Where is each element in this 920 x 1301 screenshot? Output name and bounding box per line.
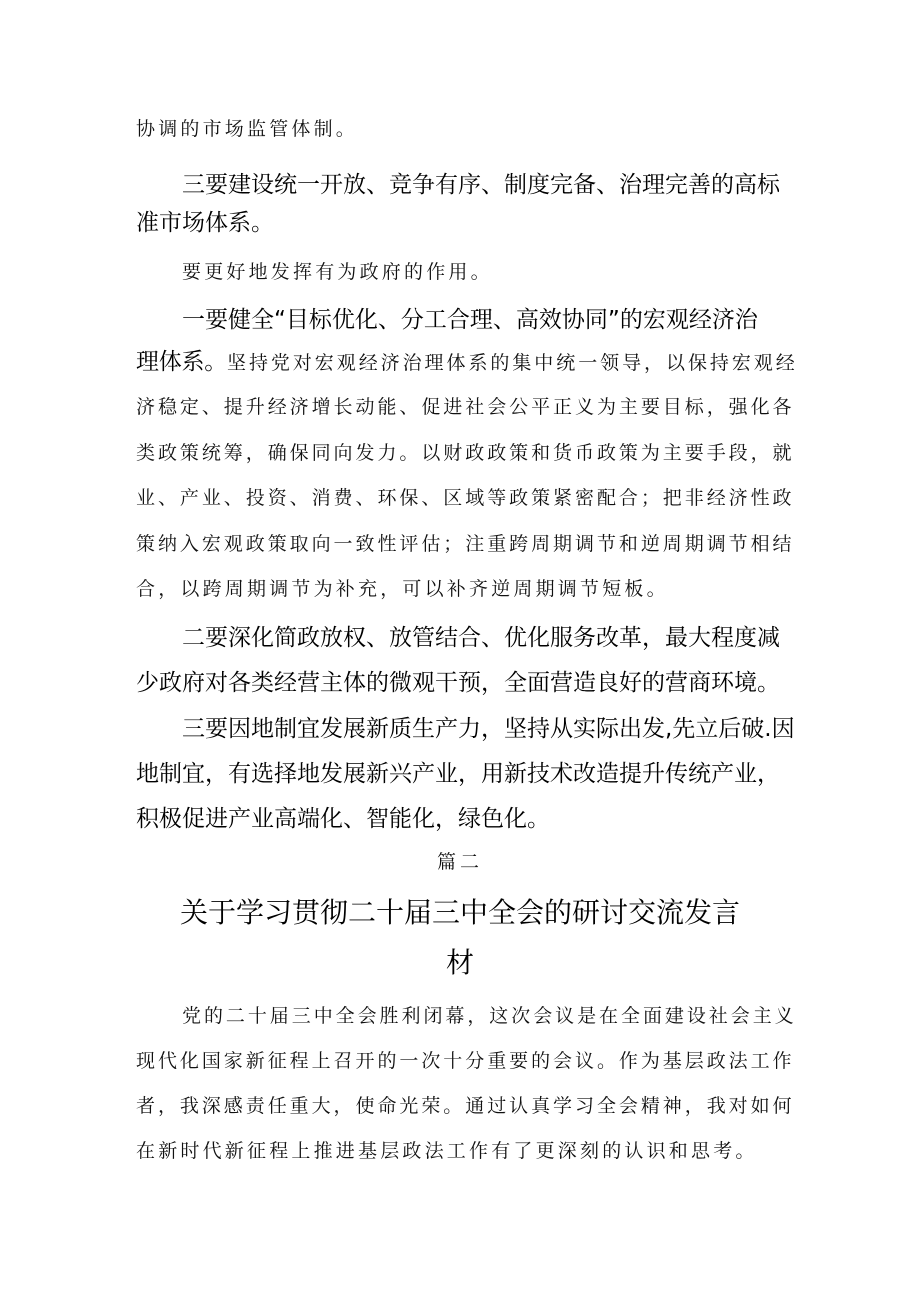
paragraph-line: 一要健全“目标优化、分工合理、高效协同”的宏观经济治 (182, 307, 758, 333)
paragraph-line (136, 350, 798, 375)
paragraph-line: 策纳入宏观政策取向一致性评估；注重跨周期调节和逆周期调节相结 (136, 533, 795, 555)
paragraph-line: 二要深化简政放权、放管结合、优化服务改革，最大程度减 (182, 625, 780, 651)
paragraph-line: 类政策统筹，确保同向发力。以财政政策和货币政策为主要手段，就 (136, 442, 795, 464)
paragraph-line: 党的二十届三中全会胜利闭幕，这次会议是在全面建设社会主义 (182, 1005, 797, 1027)
paragraph-line: 协调的市场监管体制。 (136, 118, 359, 140)
section-label: 篇二 (436, 851, 483, 873)
paragraph-line: 在新时代新征程上推进基层政法工作有了更深刻的认识和思考。 (136, 1140, 758, 1162)
paragraph-line: 三要建设统一开放、竞争有序、制度完备、治理完善的高标 (182, 172, 780, 198)
paragraph-line: 者，我深感责任重大，使命光荣。通过认真学习全会精神，我对如何 (136, 1095, 795, 1117)
paragraph-line: 业、产业、投资、消费、环保、区域等政策紧密配合；把非经济性政 (136, 487, 795, 509)
paragraph-line: 合，以跨周期调节为补充，可以补齐逆周期调节短板。 (136, 578, 669, 600)
paragraph-line: 现代化国家新征程上召开的一次十分重要的会议。作为基层政法工作 (136, 1050, 795, 1072)
paragraph-line: 准市场体系。 (136, 210, 274, 236)
bold-lead: 理体系。 (136, 349, 227, 375)
paragraph-line: 济稳定、提升经济增长动能、促进社会公平正义为主要目标，强化各 (136, 396, 795, 418)
paragraph-line: 地制宜，有选择地发展新兴产业，用新技术改造提升传统产业， (136, 761, 780, 787)
paragraph-line: 要更好地发挥有为政府的作用。 (182, 261, 493, 283)
paragraph-line: 三要因地制宜发展新质生产力，坚持从实际出发,先立后破.因 (182, 716, 795, 742)
paragraph-line: 少政府对各类经营主体的微观干预，全面营造良好的营商环境。 (136, 670, 780, 696)
paragraph-line: 积极促进产业高端化、智能化，绿色化。 (136, 806, 550, 832)
document-title-continuation: 材 (445, 946, 474, 979)
document-title: 关于学习贯彻二十届三中全会的研讨交流发言 (179, 896, 740, 929)
paragraph-text: 坚持党对宏观经济治理体系的集中统一领导，以保持宏观经 (227, 352, 798, 374)
